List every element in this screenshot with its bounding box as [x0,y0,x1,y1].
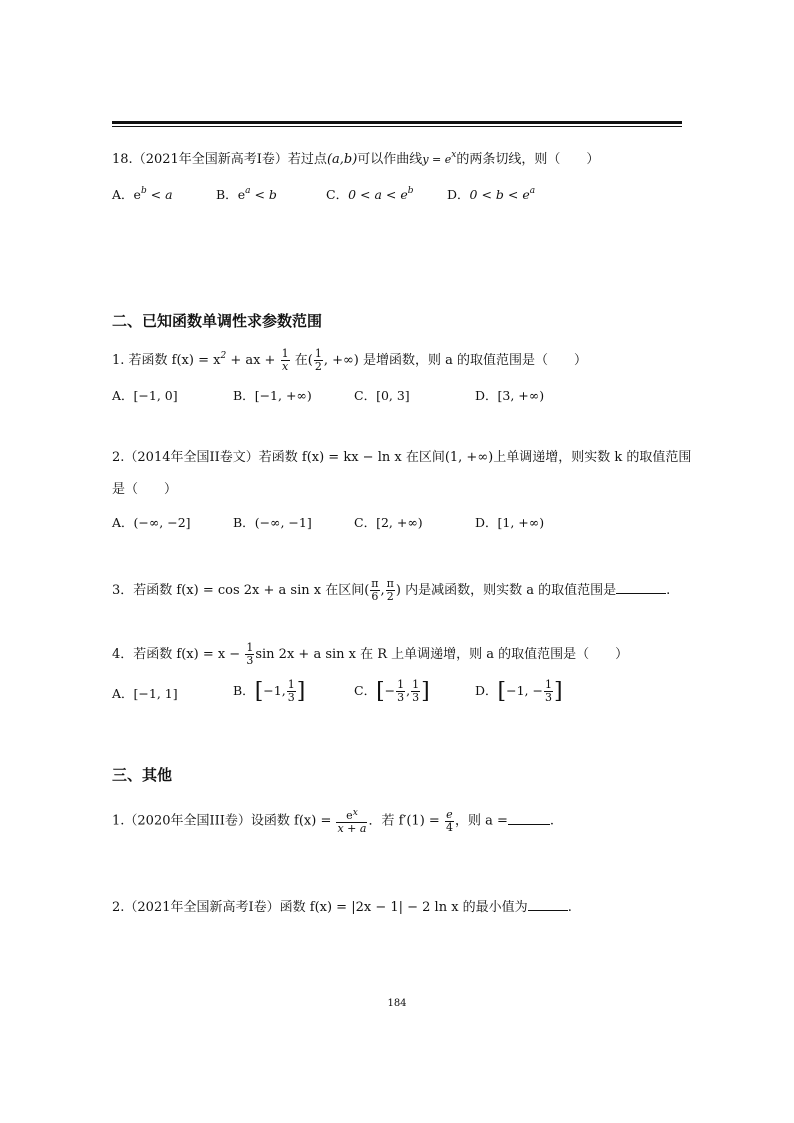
sec2-q1-option-d: D．[3, +∞) [475,388,545,403]
sec2-q1-stem: 1. 若函数 $f(x) = x^2$ + ax + $\frac{1}{x}$ 在( $\frac{1}{2}$ , +∞) 是增函数，则 a 的取值范围是（ ） [112,347,588,373]
header-rule-thick [112,121,682,124]
header-rule-thin [112,126,682,127]
sec2-q4-option-c: C．[− $\frac{1}{3}$ , $\frac{1}{3}$ ] [354,678,430,704]
fraction: $\frac{\pi}{6}$ [371,577,379,603]
sec2-q2-option-a: A．(−∞, −2] [112,515,191,530]
fraction: $\frac{1}{2}$ [314,347,322,373]
q18-stem: 18.（2021年全国新高考I卷）若过点(a,b)可以作曲线$y = e^x$的两条切线，则（ ） [112,150,600,167]
sec3-q1-stem: 1.（2020年全国III卷）设函数 f(x) = $\frac{e^x}{x + a}$ ．若 f′(1) = $\frac{e}{4}$ ，则 a = . [112,807,554,835]
q18-option-c: C．$0 < a < e^b$ [326,186,414,202]
fraction: $\frac{1}{3}$ [412,678,420,704]
sec2-q1-option-a: A．[−1, 0] [112,388,178,403]
answer-blank [616,581,666,594]
fraction: $\frac{1}{3}$ [544,678,552,704]
sec2-q3-stem: 3．若函数 f(x) = cos 2x + a sin x 在区间( $\frac{\pi}{6}$ , $\frac{\pi}{2}$ ) 内是减函数，则实数 a 的取值范围是 . [112,577,671,603]
fraction: $\frac{e}{4}$ [445,807,453,834]
fraction: $\frac{1}{x}$ [281,347,289,373]
sec2-q2-stem-line2: 是（ ） [112,482,178,497]
section-3-title: 三、其他 [112,766,173,784]
sec2-q2-stem-line1: 2.（2014年全国II卷文）若函数 f(x) = kx − ln x 在区间(1, +∞)上单调递增，则实数 k 的取值范围 [112,450,692,465]
sec2-q2-option-c: C．[2, +∞) [354,515,423,530]
sec2-q4-stem: 4．若函数 f(x) = x − $\frac{1}{3}$ sin 2x + a sin x 在 R 上单调递增，则 a 的取值范围是（ ） [112,641,629,667]
fraction: $\frac{1}{3}$ [246,641,254,667]
sec2-q2-option-d: D．[1, +∞) [475,515,545,530]
q18-option-a: A．$e^b < a$ [112,186,173,202]
fraction: $\frac{\pi}{2}$ [386,577,394,603]
section-2-title: 二、已知函数单调性求参数范围 [112,312,323,330]
sec2-q4-option-a: A．[−1, 1] [112,686,178,701]
fraction: $\frac{e^x}{x + a}$ [337,808,367,835]
fraction: $\frac{1}{3}$ [397,678,405,704]
sec3-q2-stem: 2.（2021年全国新高考I卷）函数 f(x) = |2x − 1| − 2 ln x 的最小值为 . [112,900,572,915]
answer-blank [528,898,568,911]
sec2-q1-option-c: C．[0, 3] [354,388,410,403]
sec2-q4-option-d: D．[−1, − $\frac{1}{3}$ ] [475,678,563,704]
q18-option-b: B．$e^a < b$ [216,186,277,202]
sec2-q4-option-b: B．[−1, $\frac{1}{3}$ ] [233,678,306,704]
sec2-q2-option-b: B．(−∞, −1] [233,515,312,530]
page-number: 184 [387,998,407,1009]
q18-option-d: D．$0 < b < e^a$ [447,186,536,202]
answer-blank [508,812,550,825]
sec2-q1-option-b: B．[−1, +∞) [233,388,312,403]
fraction: $\frac{1}{3}$ [287,678,295,704]
